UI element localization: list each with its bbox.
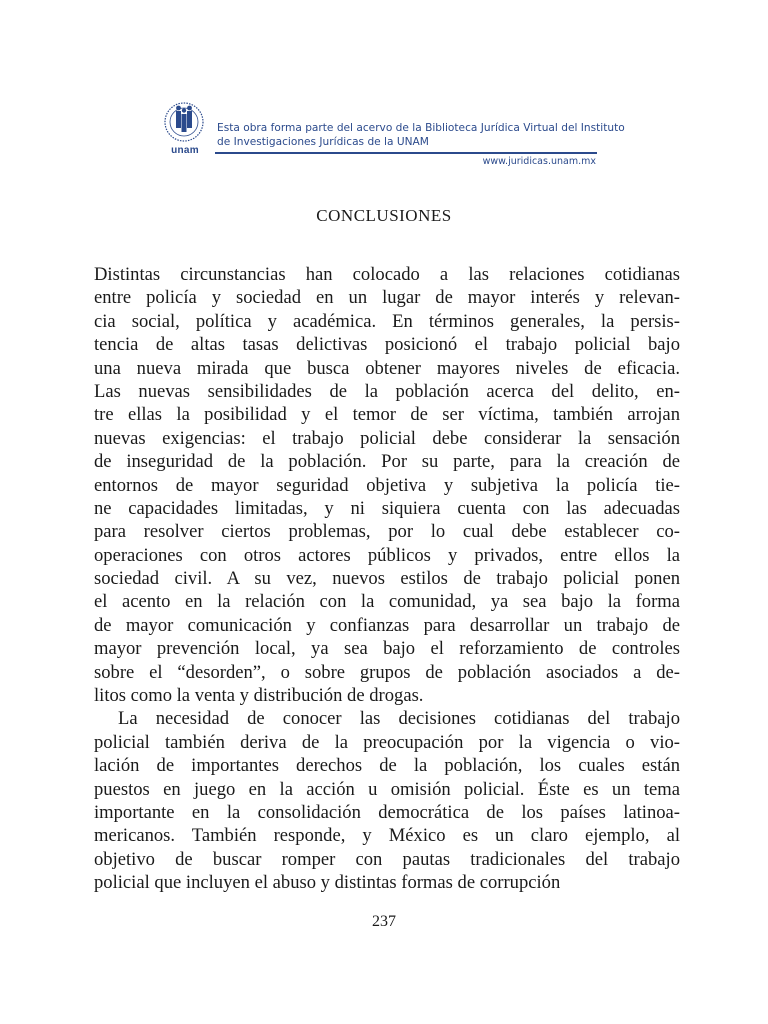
page-number: 237 (372, 913, 396, 930)
text-line: operaciones con otros actores públicos y privados, entre ellos la (94, 544, 680, 566)
text-line: de inseguridad de la población. Por su parte, para la creación de (94, 451, 680, 473)
text-line: mericanos. También responde, y México es un claro ejemplo, al (94, 825, 680, 847)
text-line: ne capacidades limitadas, y ni siquiera cuenta con las adecuadas (94, 497, 680, 519)
text-line: lación de importantes derechos de la población, los cuales están (94, 755, 680, 777)
text-line: una nueva mirada que busca obtener mayores niveles de eficacia. (94, 357, 680, 379)
text-line: sociedad civil. A su vez, nuevos estilos de trabajo policial ponen (94, 568, 680, 590)
text-line: para resolver ciertos problemas, por lo cual debe establecer co- (94, 521, 680, 543)
text-line: entornos de mayor seguridad objetiva y subjetiva la policía tie- (94, 474, 680, 496)
text-line: cia social, política y académica. En términos generales, la persis- (94, 310, 680, 332)
text-line: mayor prevención local, ya sea bajo el reforzamiento de controles (94, 638, 680, 660)
institution-header (155, 100, 625, 172)
header-line-1: Esta obra forma parte del acervo de la Biblioteca Jurídica Virtual del Instituto (217, 122, 625, 134)
text-line: litos como la venta y distribución de drogas. (94, 685, 424, 707)
text-line: policial que incluyen el abuso y distintas formas de corrupción (94, 872, 561, 894)
text-line: La necesidad de conocer las decisiones cotidianas del trabajo (118, 708, 680, 730)
text-line: importante en la consolidación democrática de los países latinoa- (94, 801, 680, 823)
text-line: entre policía y sociedad en un lugar de mayor interés y relevan- (94, 287, 680, 309)
text-line: puestos en juego en la acción u omisión policial. Éste es un tema (94, 778, 680, 800)
text-line: Distintas circunstancias han colocado a las relaciones cotidianas (94, 264, 680, 285)
body-text (94, 263, 680, 895)
text-line: objetivo de buscar romper con pautas tradicionales del trabajo (94, 848, 680, 870)
text-line: nuevas exigencias: el trabajo policial debe considerar la sensación (94, 427, 680, 449)
iij-unam-logo-icon (155, 100, 213, 160)
text-line: de mayor comunicación y confianzas para desarrollar un trabajo de (94, 614, 680, 636)
page-title: CONCLUSIONES (316, 206, 452, 225)
text-line: el acento en la relación con la comunidad, ya sea bajo la forma (94, 591, 680, 613)
text-line: tre ellas la posibilidad y el temor de ser víctima, también arrojan (94, 404, 680, 426)
header-line-2: de Investigaciones Jurídicas de la UNAM (217, 136, 429, 148)
header-url-link[interactable]: www.juridicas.unam.mx (482, 156, 596, 167)
text-line: sobre el “desorden”, o sobre grupos de población asociados a de- (94, 661, 680, 683)
text-line: tencia de altas tasas delictivas posicionó el trabajo policial bajo (94, 334, 680, 356)
text-line: policial también deriva de la preocupación por la vigencia o vio- (94, 731, 680, 753)
header-divider (215, 152, 597, 154)
text-line: Las nuevas sensibilidades de la población acerca del delito, en- (94, 380, 680, 402)
logo-wordmark: unam (171, 145, 199, 156)
